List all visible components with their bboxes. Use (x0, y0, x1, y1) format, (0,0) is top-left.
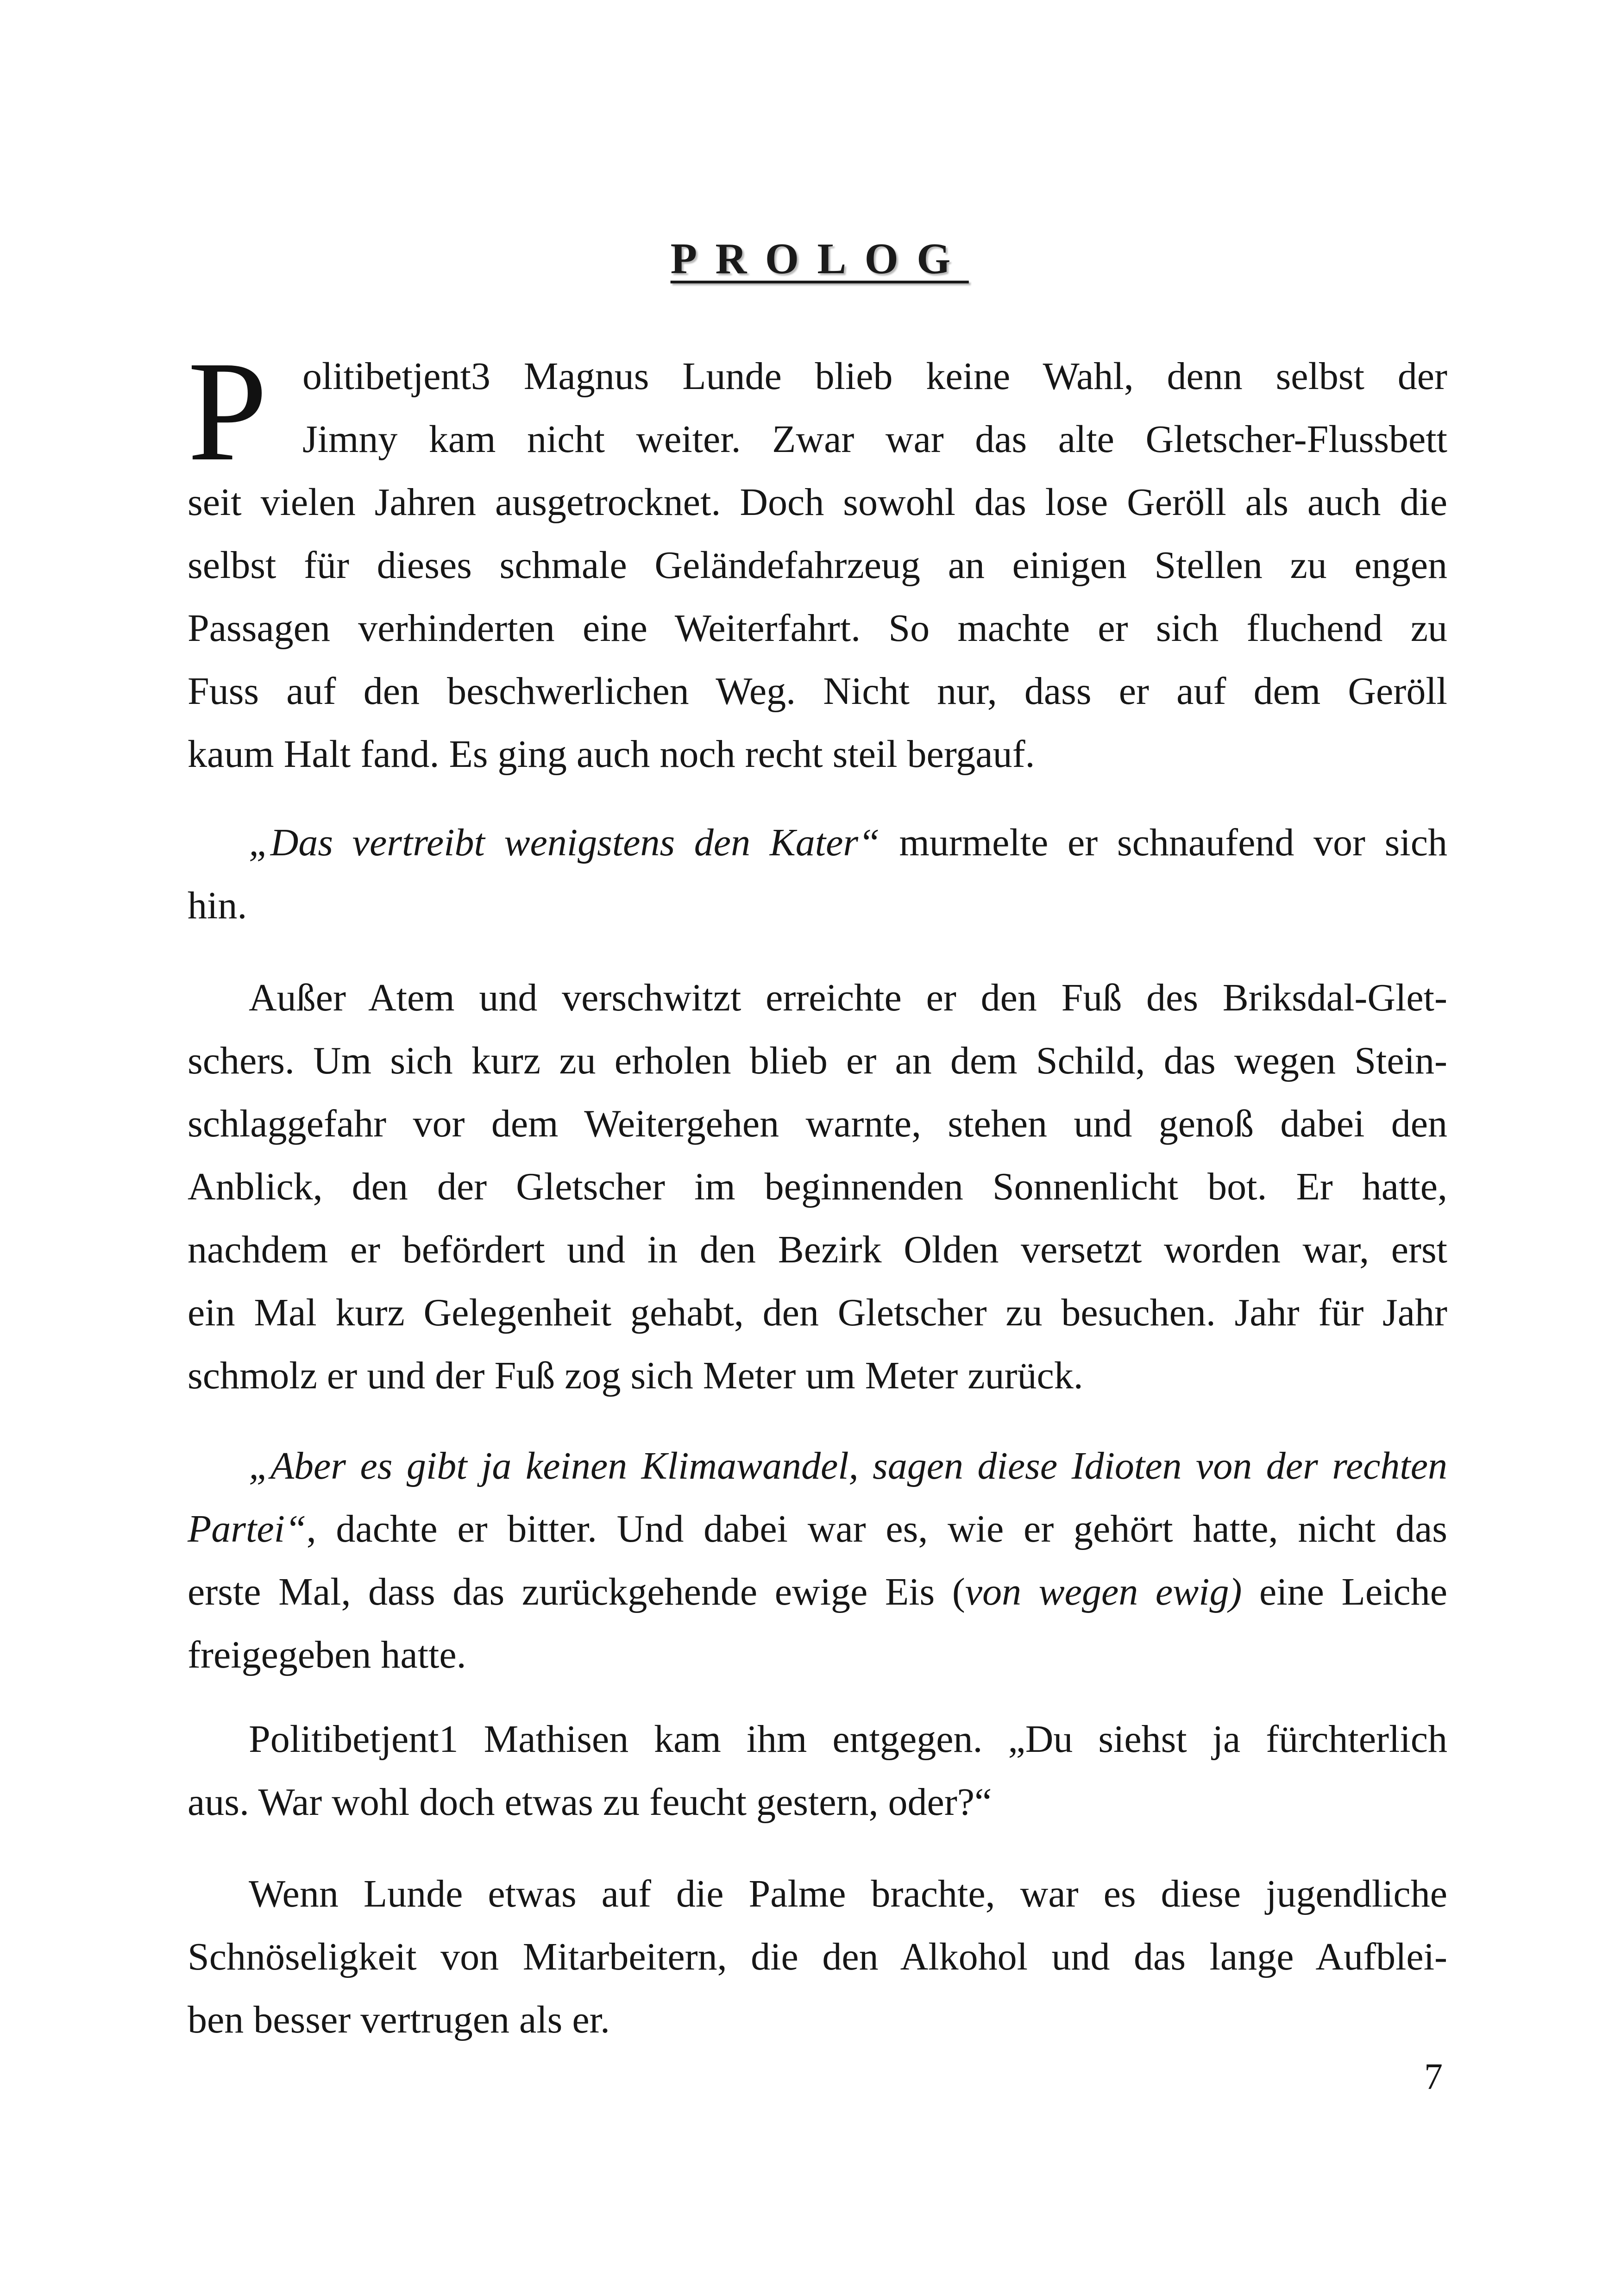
text-line: schlaggefahr vor dem Weitergehen warnte, stehen und genoß dabei den (188, 1102, 1447, 1145)
text-span: eine Leiche (1242, 1570, 1448, 1613)
text-line: Passagen verhinderten eine Weiterfahrt. So machte er sich fluchend zu (188, 607, 1447, 650)
text-line: schers. Um sich kurz zu erholen blieb er an dem Schild, das wegen Stein- (188, 1039, 1447, 1082)
italic-span: von wegen ewig) (965, 1570, 1242, 1613)
text-line: hin. (188, 884, 247, 927)
italic-quote: „Das vertreibt wenigstens den Kater“ (249, 821, 880, 864)
text-line: Politibetjent1 Mathisen kam ihm entgegen. „Du siehst ja fürchterlich (249, 1718, 1447, 1761)
text-line (188, 1498, 1447, 1561)
text-line: kaum Halt fand. Es ging auch noch recht steil bergauf. (188, 733, 1035, 776)
paragraph-1 (188, 332, 1447, 786)
text-span: erste Mal, dass das zurückgehende ewige Eis ( (188, 1570, 965, 1613)
paragraph-3 (188, 966, 1447, 1407)
text-line: nachdem er befördert und in den Bezirk Olden versetzt worden war, erst (188, 1228, 1447, 1271)
paragraph-6 (188, 1863, 1447, 2051)
paragraph-5 (188, 1708, 1447, 1834)
text-line (188, 811, 1447, 874)
text-line: Jimny kam nicht weiter. Zwar war das alte Gletscher-Flussbett (302, 418, 1447, 461)
text-line: freigegeben hatte. (188, 1633, 466, 1676)
text-line: ein Mal kurz Gelegenheit gehabt, den Gletscher zu besuchen. Jahr für Jahr (188, 1291, 1447, 1334)
drop-cap: P (188, 332, 268, 491)
text-line: Fuss auf den beschwerlichen Weg. Nicht nur, dass er auf dem Geröll (188, 670, 1447, 713)
text-line: „Aber es gibt ja keinen Klimawandel, sagen diese Idioten von der rechten (249, 1444, 1447, 1487)
text-line: seit vielen Jahren ausgetrocknet. Doch sowohl das lose Geröll als auch die (188, 481, 1447, 524)
text-line: olitibetjent3 Magnus Lunde blieb keine Wahl, denn selbst der (302, 355, 1447, 398)
text-line: Außer Atem und verschwitzt erreichte er den Fuß des Briksdal-Glet- (249, 976, 1447, 1019)
page-number: 7 (1424, 2057, 1443, 2097)
text-line: Schnöseligkeit von Mitarbeitern, die den Alkohol und das lange Aufblei- (188, 1935, 1447, 1978)
italic-span: Partei“ (188, 1507, 307, 1550)
text-span: , dachte er bitter. Und dabei war es, wie er gehört hatte, nicht das (306, 1507, 1447, 1550)
text-line: schmolz er und der Fuß zog sich Meter um Meter zurück. (188, 1354, 1083, 1397)
text-line: selbst für dieses schmale Geländefahrzeug an einigen Stellen zu engen (188, 544, 1447, 587)
chapter-title: PROLOG (670, 235, 969, 283)
paragraph-4 (188, 1435, 1447, 1687)
text-span: murmelte er schnaufend vor sich (880, 821, 1447, 864)
text-line: Anblick, den der Gletscher im beginnenden Sonnenlicht bot. Er hatte, (188, 1165, 1447, 1208)
text-line (188, 1561, 1447, 1624)
paragraph-2 (188, 811, 1447, 937)
text-line: ben besser vertrugen als er. (188, 1998, 610, 2041)
text-line: aus. War wohl doch etwas zu feucht gestern, oder?“ (188, 1781, 992, 1824)
text-line: Wenn Lunde etwas auf die Palme brachte, war es diese jugendliche (249, 1872, 1447, 1915)
